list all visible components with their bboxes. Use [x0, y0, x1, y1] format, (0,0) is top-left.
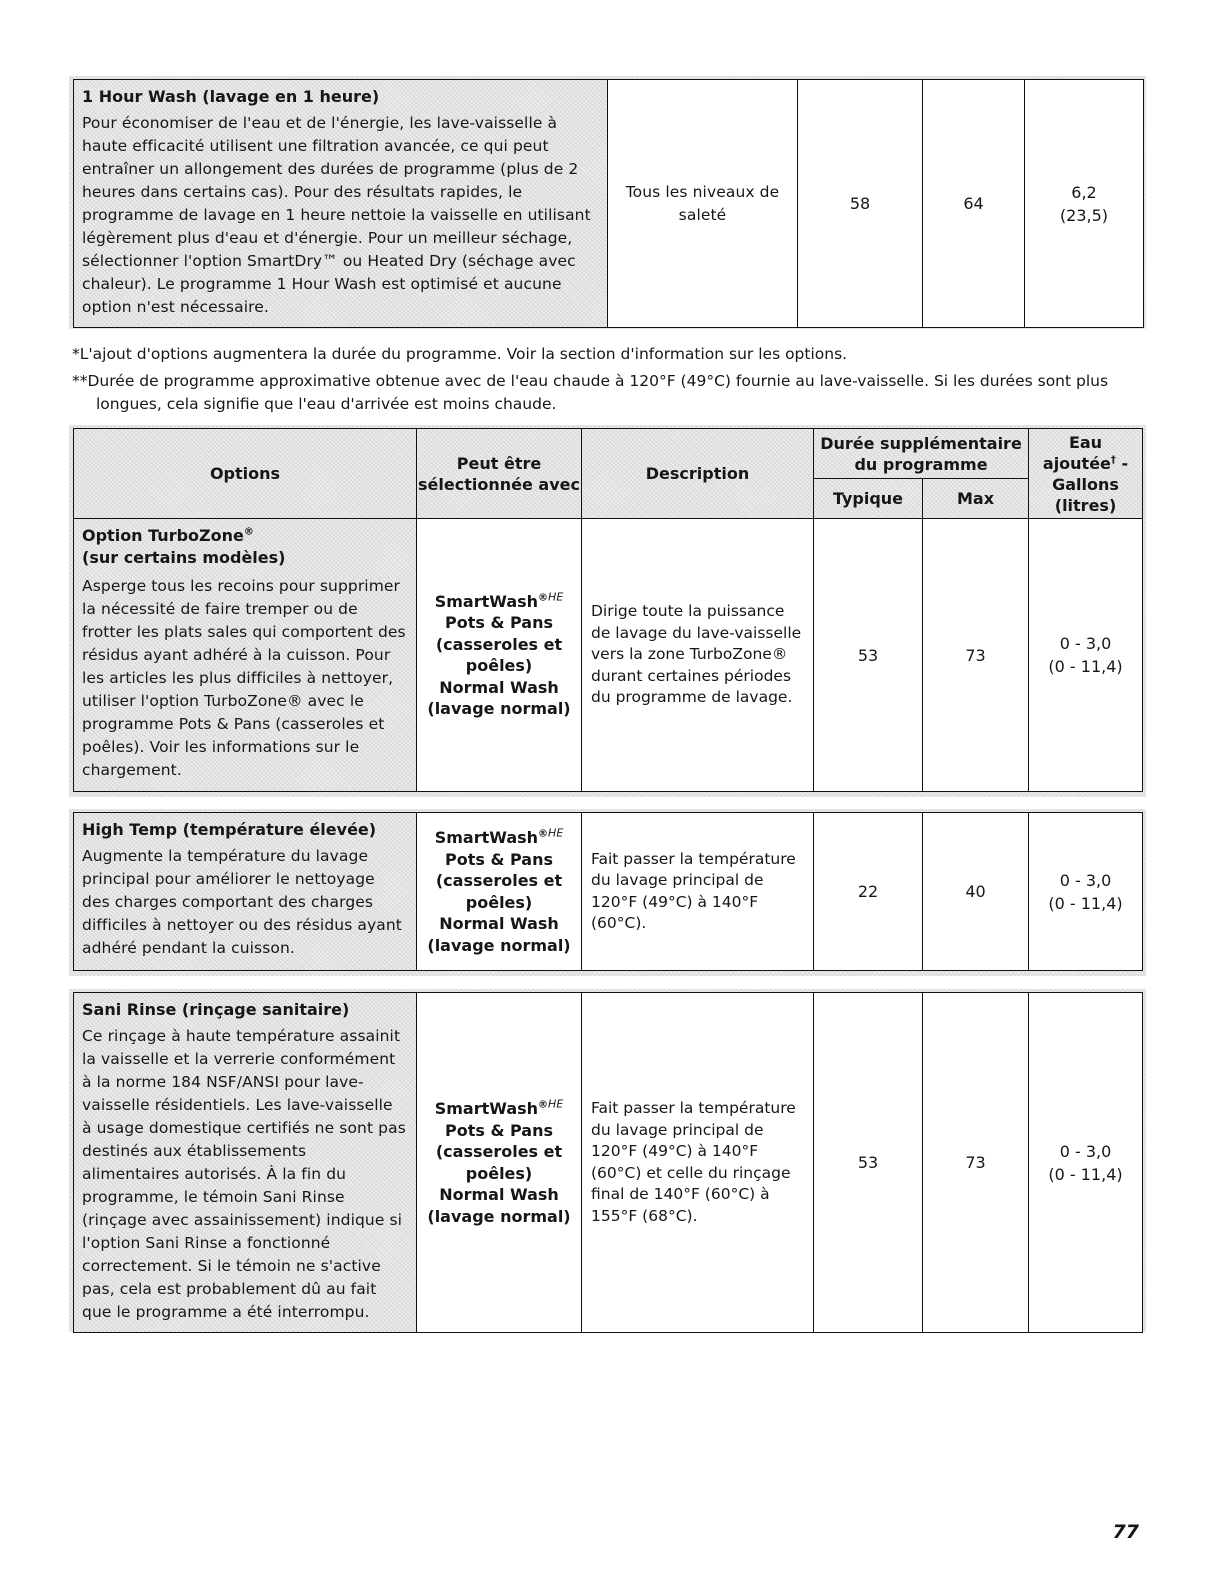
- extra-time-typical: 53: [814, 519, 923, 792]
- pots-pans-line3: poêles): [465, 892, 533, 912]
- option-title: [82, 525, 407, 569]
- option-description: Fait passer la température du lavage principal de 120°F (49°C) à 140°F (60°C).: [582, 813, 814, 971]
- smartwash-text: SmartWash: [434, 1099, 539, 1118]
- options-table: [69, 425, 1146, 797]
- registered-mark: ®: [243, 526, 254, 538]
- footnotes: [72, 343, 1152, 416]
- header-extra-time-line2: du programme: [854, 454, 988, 474]
- header-water: [1029, 429, 1143, 519]
- smartwash-text: SmartWash: [434, 828, 539, 847]
- smartwash-label: [417, 827, 581, 849]
- option-body: Ce rinçage à haute température assainit la vaisselle et la verrerie conformément à la norme 184 NSF/ANSI pour lave-vaisselle résidentiels. Les lave-vaisselle à usage domestique certifiés ne sont pas destinés aux établissements alimentaires autorisés. À la fin du programme, le témoin Sani Rinse (rinçage avec assainissement) indique si l'option Sani Rinse a fonctionné correctement. Si le témoin ne s'active pas, cela est probablement dû au fait que le programme a été interrompu.: [82, 1027, 406, 1321]
- smartwash-label: [417, 1098, 581, 1120]
- pots-pans-line1: Pots & Pans: [445, 849, 553, 869]
- option-title-line2: (sur certains modèles): [82, 548, 286, 567]
- water-liters: (0 - 11,4): [1048, 893, 1123, 913]
- compatible-cycles: [417, 993, 582, 1333]
- time-typical: 58: [798, 80, 923, 328]
- water-liters: (23,5): [1059, 205, 1109, 225]
- header-description: Description: [582, 429, 814, 519]
- header-selectable-line2: sélectionnée avec: [418, 474, 580, 494]
- normal-wash-line2: (lavage normal): [427, 935, 571, 955]
- header-selectable: [417, 429, 582, 519]
- extra-time-max: 73: [923, 993, 1029, 1333]
- option-title: High Temp (température élevée): [82, 820, 377, 839]
- water-added: [1029, 519, 1143, 792]
- compatible-cycles: [417, 813, 582, 971]
- time-max: 64: [923, 80, 1025, 328]
- header-water-dash: -: [1115, 453, 1129, 473]
- water-gallons: 0 - 3,0: [1059, 634, 1112, 653]
- option-high-temp-table: [69, 809, 1146, 976]
- water-gallons: 0 - 3,0: [1059, 870, 1112, 890]
- header-water-line2: [1029, 453, 1142, 474]
- cycle-cell: [74, 80, 608, 328]
- option-sani-rinse: [74, 993, 417, 1333]
- pots-pans-line3: poêles): [465, 656, 533, 675]
- option-description: Dirige toute la puissance de lavage du lave-vaisselle vers la zone TurboZone® durant certaines périodes du programme de lavage.: [582, 519, 814, 792]
- water-liters: (0 - 11,4): [1048, 657, 1123, 676]
- option-description: Fait passer la température du lavage principal de 120°F (49°C) à 140°F (60°C) et celle du rinçage final de 140°F (60°C) à 155°F (68°C).: [582, 993, 814, 1333]
- header-water-line4: (litres): [1054, 495, 1117, 515]
- option-body: Augmente la température du lavage principal pour améliorer le nettoyage des charges comportant des charges difficiles à nettoyer ou des résidus ayant adhéré pendant la cuisson.: [82, 847, 402, 957]
- option-high-temp: [74, 813, 417, 971]
- header-selectable-line1: Peut être: [456, 453, 542, 473]
- header-extra-time: [814, 429, 1029, 479]
- he-mark: HE: [548, 826, 564, 840]
- compatible-cycles: [417, 519, 582, 792]
- note-duration: **Durée de programme approximative obtenue avec de l'eau chaude à 120°F (49°C) fournie au lave-vaisselle. Si les durées sont plus longues, cela signifie que l'eau d'arrivée est moins chaude.: [72, 372, 1109, 413]
- water-liters: (0 - 11,4): [1048, 1164, 1123, 1184]
- water-usage: [1025, 80, 1144, 328]
- soil-level: Tous les niveaux de saleté: [608, 80, 798, 328]
- header-options: Options: [74, 429, 417, 519]
- header-water-added: ajoutée: [1042, 453, 1111, 473]
- water-added: [1029, 813, 1143, 971]
- normal-wash-line1: Normal Wash: [439, 1185, 559, 1204]
- pots-pans-line2: (casseroles et: [435, 634, 563, 654]
- option-body: Asperge tous les recoins pour supprimer la nécessité de faire tremper ou de frotter les plats sales qui comportent des résidus ayant adhéré à la cuisson. Pour les articles les plus difficiles à nettoyer, utiliser l'option TurboZone® avec le programme Pots & Pans (casseroles et poêles). Voir les informations sur le chargement.: [82, 577, 406, 779]
- extra-time-typical: 22: [814, 813, 923, 971]
- header-max: Max: [923, 479, 1029, 519]
- registered-mark: ®: [538, 828, 549, 840]
- header-water-line3: Gallons: [1052, 474, 1119, 494]
- option-turbozone: [74, 519, 417, 792]
- smartwash-label: [417, 591, 581, 613]
- dagger-mark: †: [1110, 454, 1116, 466]
- smartwash-text: SmartWash: [434, 591, 539, 611]
- pots-pans-line2: (casseroles et: [435, 871, 563, 890]
- option-title: Sani Rinse (rinçage sanitaire): [82, 1000, 350, 1019]
- extra-time-max: 73: [923, 519, 1029, 792]
- extra-time-max: 40: [923, 813, 1029, 971]
- water-gallons: 0 - 3,0: [1059, 1141, 1112, 1161]
- normal-wash-line2: (lavage normal): [427, 1206, 571, 1226]
- cycle-title: 1 Hour Wash (lavage en 1 heure): [82, 87, 380, 106]
- normal-wash-line1: Normal Wash: [439, 914, 559, 933]
- he-mark: HE: [548, 1097, 564, 1111]
- option-sani-rinse-table: [69, 989, 1146, 1332]
- cycle-table-1-hour-wash: [69, 76, 1146, 329]
- cycle-description: Pour économiser de l'eau et de l'énergie, les lave-vaisselle à haute efficacité utilisent une filtration avancée, ce qui peut entraîner un allongement des durées de programme (plus de 2 heures dans certains cas). Pour des résultats rapides, le programme de lavage en 1 heure nettoie la vaisselle en utilisant légèrement plus d'eau et d'énergie. Pour un meilleur séchage, sélectionner l'option SmartDry™ ou Heated Dry (séchage avec chaleur). Le programme 1 Hour Wash est optimisé et aucune option n'est nécessaire.: [82, 114, 591, 316]
- extra-time-typical: 53: [814, 993, 923, 1333]
- header-water-line1: Eau: [1068, 432, 1103, 452]
- water-gallons: 6,2: [1071, 182, 1097, 202]
- pots-pans-line3: poêles): [465, 1163, 533, 1183]
- header-extra-time-line1: Durée supplémentaire: [820, 433, 1022, 453]
- header-typical: Typique: [814, 479, 923, 519]
- registered-mark: ®: [538, 592, 549, 604]
- water-added: [1029, 993, 1143, 1333]
- option-title-line1: Option TurboZone: [82, 526, 244, 545]
- page-number: 77: [1112, 1521, 1139, 1543]
- note-options: *L'ajout d'options augmentera la durée du programme. Voir la section d'information sur les options.: [72, 345, 848, 363]
- pots-pans-line1: Pots & Pans: [445, 613, 553, 632]
- he-mark: HE: [548, 590, 564, 604]
- pots-pans-line2: (casseroles et: [435, 1142, 563, 1161]
- normal-wash-line2: (lavage normal): [427, 699, 571, 718]
- registered-mark: ®: [538, 1099, 549, 1111]
- normal-wash-line1: Normal Wash: [439, 677, 559, 697]
- pots-pans-line1: Pots & Pans: [445, 1120, 553, 1140]
